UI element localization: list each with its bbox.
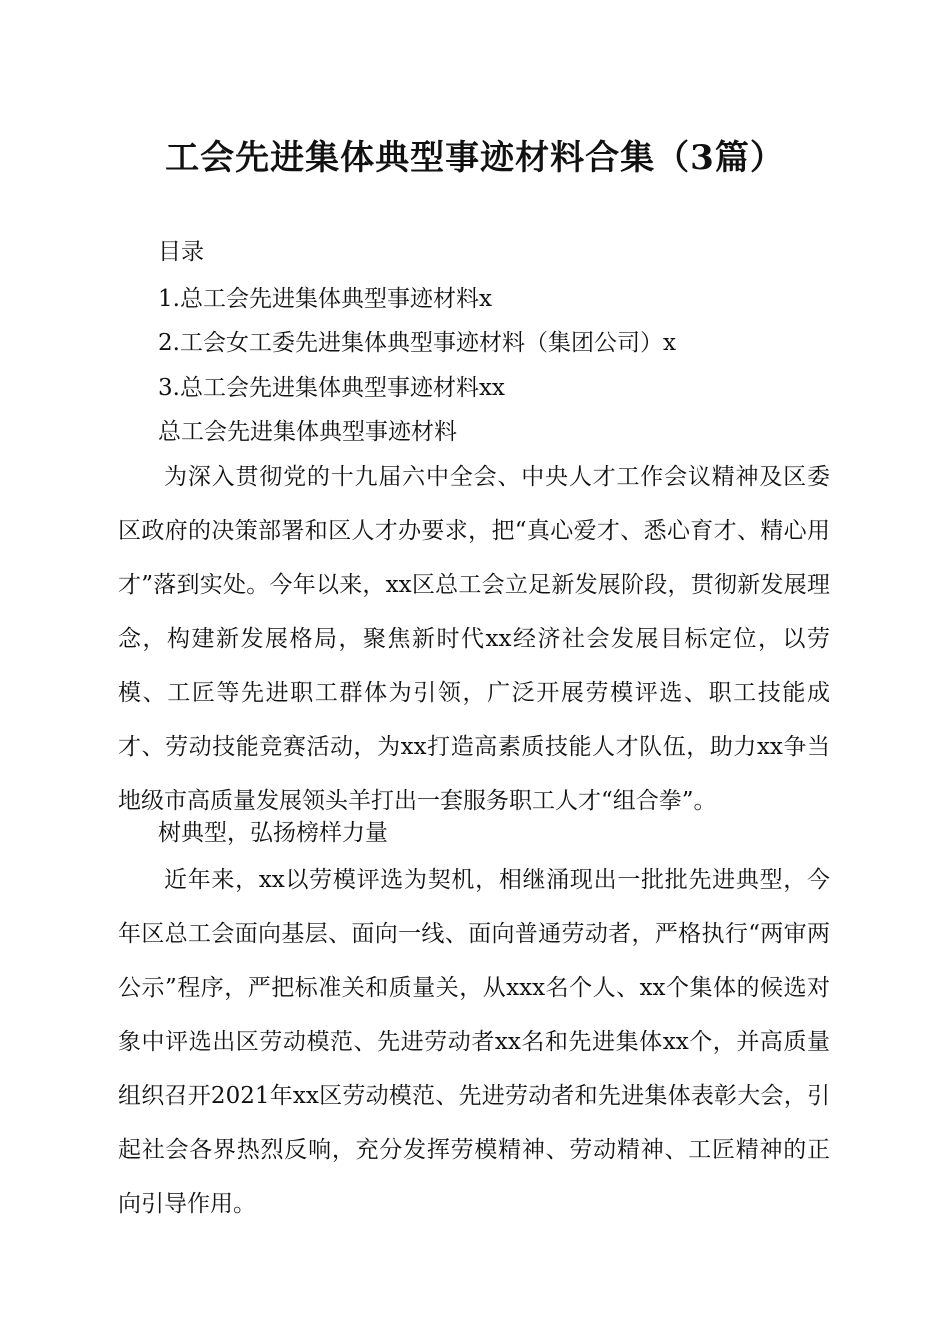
toc-item-2: 2.工会女工委先进集体典型事迹材料（集团公司）x — [158, 330, 676, 356]
article-subheading: 树典型，弘扬榜样力量 — [158, 820, 388, 846]
toc-heading: 目录 — [158, 239, 204, 265]
document-title: 工会先进集体典型事迹材料合集（3篇） — [165, 138, 785, 178]
toc-item-3: 3.总工会先进集体典型事迹材料xx — [158, 375, 505, 401]
article-paragraph-2: 近年来，xx以劳模评选为契机，相继涌现出一批批先进典型，今年区总工会面向基层、面向一线、面向普通劳动者，严格执行“两审两公示”程序，严把标准关和质量关，从xxx名个人、xx个集体的候选对象中评选出区劳动模范、先进劳动者xx名和先进集体xx个，并高质量组织召开2021年xx区劳动模范、先进劳动者和先进集体表彰大会，引起社会各界热烈反响，充分发挥劳模精神、劳动精神、工匠精神的正向引导作用。 — [118, 867, 830, 1217]
toc-item-1: 1.总工会先进集体典型事迹材料x — [158, 286, 492, 312]
article-heading: 总工会先进集体典型事迹材料 — [158, 419, 457, 445]
article-paragraph-1: 为深入贯彻党的十九届六中全会、中央人才工作会议精神及区委区政府的决策部署和区人才办要求，把“真心爱才、悉心育才、精心用才”落到实处。今年以来，xx区总工会立足新发展阶段，贯彻新发展理念，构建新发展格局，聚焦新时代xx经济社会发展目标定位，以劳模、工匠等先进职工群体为引领，广泛开展劳模评选、职工技能成才、劳动技能竞赛活动，为xx打造高素质技能人才队伍，助力xx争当地级市高质量发展领头羊打出一套服务职工人才“组合拳”。 — [118, 464, 830, 814]
